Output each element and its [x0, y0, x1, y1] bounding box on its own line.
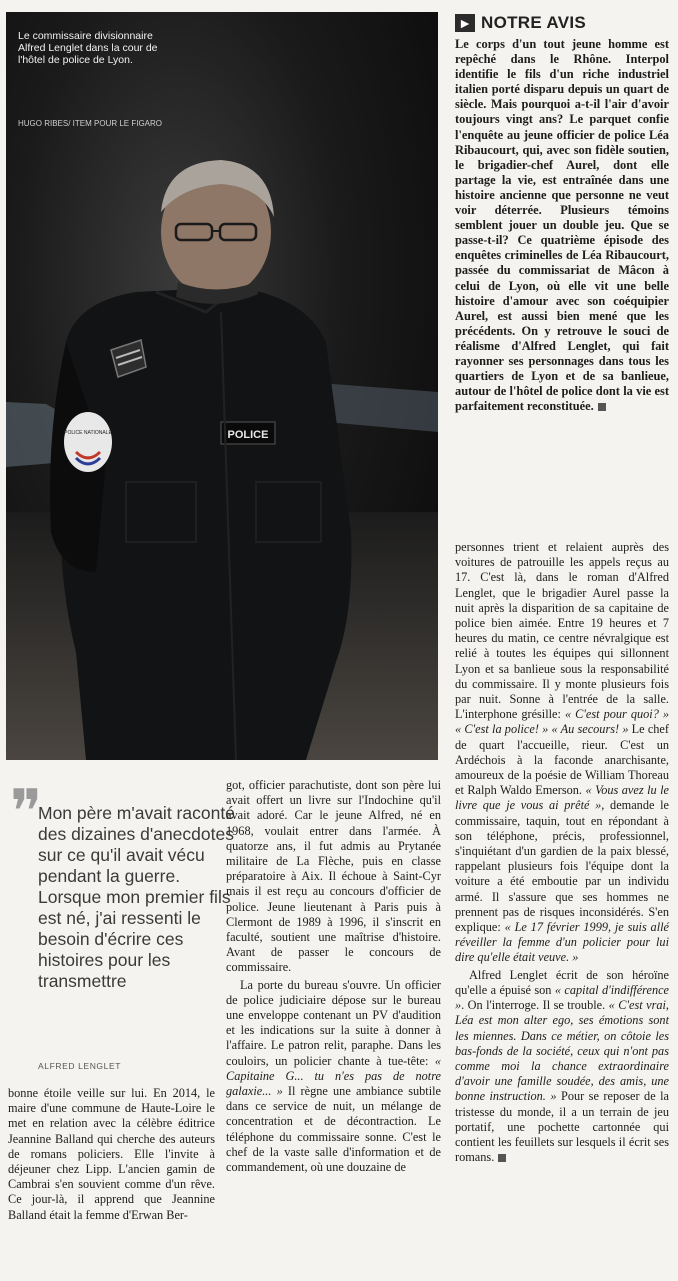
column-3-text-b: Le chef de quart l'accueille, rieur. C'est un Ardéchois à la faconde anarchisante, amoureux de la poésie de William Thoreau et Ralph Waldo Emerson. — [455, 722, 669, 798]
column-3-quote-1: « C'est pour quoi? » « C'est la police! » « Au secours! » — [455, 707, 669, 737]
column-2-paragraph-2 — [226, 978, 441, 1176]
officer-jacket — [60, 287, 351, 760]
pull-quote: Mon père m'avait raconté des dizaines d'anecdotes sur ce qu'il avait vécu pendant la guerre. Lorsque mon premier fils est né, j'ai ressenti le besoin d'écrire ces histoires pour les transmettre — [38, 803, 235, 991]
column-2-text-b: Il règne une ambiance subtile dans ce service de nuit, un mélange de concentration et de décontraction. Le téléphone du commissaire sonne. C'est le chef de la vaste salle d'information et de commandement, où une douzaine de — [226, 1084, 441, 1175]
article-column-2 — [226, 778, 441, 1175]
review-header — [455, 12, 670, 34]
review-column — [455, 37, 669, 414]
police-chest-text: POLICE — [227, 429, 269, 441]
column-3-paragraph-2 — [455, 968, 669, 1166]
police-patch-text: POLICE NATIONALE — [64, 430, 112, 436]
column-3-text-c: , demande le commissaire, taquin, tout en répondant à son téléphone, précis, professionnel, s'inquiétant d'un gardien de la paix blessé, rappelant plusieurs fois l'équipe dont la voiture a été emboutie par un individu armé. Il s'assure que ses hommes ne prennent pas de risques inconsidérés. S'en explique: — [455, 798, 669, 935]
column-3-paragraph-1 — [455, 540, 669, 966]
article-column-1 — [8, 1086, 215, 1223]
column-3-text-d: Alfred Lenglet écrit de son héroïne qu'elle a épuisé son — [455, 967, 669, 997]
column-1-paragraph: bonne étoile veille sur lui. En 2014, le maire d'une commune de Haute-Loire le met en relation avec la célèbre éditrice Jeannine Balland qui cherche des auteurs de romans policiers. Elle l'invite à déjeuner chez Lipp. L'ancien gamin de Cambrai s'en souvient comme d'un rêve. Ce jour-là, il apprend que Jeannine Balland était la femme d'Erwan Ber- — [8, 1086, 215, 1222]
review-heading: NOTRE AVIS — [481, 13, 587, 32]
review-text: Le corps d'un tout jeune homme est repêché dans le Rhône. Interpol identifie le fils d'un riche industriel italien porté disparu depuis un quart de siècle. Mais pourquoi a-t-il l'air d'avoir toujours vingt ans? Le parquet confie l'enquête au jeune officier de police Léa Ribaucourt, qui, avec son fidèle soutien, le brigadier-chef Aurel, dont elle partage la vie, est entraînée dans une histoire ancienne que personne ne veut voir déterrée. Plusieurs témoins semblent jouer un double jeu. Que se passe-t-il? Ce quatrième épisode des enquêtes criminelles de Léa Ribaucourt, passée du commissariat de Mâcon à celui de Lyon, où elle vit une belle histoire d'amour avec son coéquipier Aurel, est aussi bien mené que les précédents. On y retrouve le souci de réalisme d'Alfred Lenglet, qui fait rayonner ses personnages dans tous les quartiers de Lyon et de sa banlieue, autour de l'hôtel de police dont la vie est parfaitement reconstituée. — [455, 37, 669, 414]
column-3-quote-3: « Le 17 février 1999, je suis allé réveiller la femme d'un policier pour lui dire qu'elle était veuve. » — [455, 920, 669, 965]
article-column-3 — [455, 540, 669, 1165]
column-2-text-a: La porte du bureau s'ouvre. Un officier de police judiciaire dépose sur le bureau une enveloppe contenant un PV d'audition et les indications sur la suite à donner à l'affaire. Le patron relit, paraphe. Dans les couloirs, un policier chante à tue-tête: — [226, 977, 441, 1068]
quote-mark-icon: ❞ — [10, 779, 43, 845]
column-2-paragraph-1: got, officier parachutiste, dont son père lui avait offert un livre sur l'Indochine qu'il avait adoré. Car le jeune Alfred, né en 1968, voulait entrer dans l'armée. À quatorze ans, il fut admis au Prytanée militaire de La Flèche, puis en classe préparatoire à Aix. Il échoue à Saint-Cyr mais il est reçu au concours d'officier de police. Jeune lieutenant à Paris puis à Clermont de 1989 à 1996, il s'inscrit en faculté, soutient une maîtrise d'histoire. Avant de passer le concours de commissaire. — [226, 778, 441, 975]
column-3-quote-2: « Vous avez lu le livre que je vous ai prêté » — [455, 783, 669, 813]
column-3-text-e: . On l'interroge. Il se trouble. — [461, 998, 609, 1013]
photo-credit: HUGO RIBES/ ITEM POUR LE FIGARO — [18, 119, 163, 128]
column-2-quote: « Capitaine G... tu n'es pas de notre galaxie... » — [226, 1053, 441, 1099]
end-mark-icon — [498, 1154, 506, 1162]
officer-photo — [6, 12, 438, 760]
column-3-quote-5: « C'est vrai, Léa est mon alter ego, ses émotions sont les miennes. Dans ce métier, on côtoie les bas-fonds de la société, ceux qui n'ont pas comme moi la chance extraordinaire d'avoir une famille soudée, des amis, une bonne instruction. » — [455, 998, 669, 1104]
photo-caption: Le commissaire divisionnaire Alfred Lenglet dans la cour de l'hôtel de police de Lyon. — [18, 30, 158, 66]
column-3-text-f: Pour se reposer de la tristesse du monde, il a un terrain de jeu portatif, une pochette cartonnée qui contient les feuillets sur lesquels il écrit ses romans. — [455, 1089, 670, 1165]
pull-quote-author: ALFRED LENGLET — [38, 1061, 122, 1071]
column-3-text-a: personnes trient et relaient auprès des voitures de patrouille les appels reçus au 17. C'est là, dans le roman d'Alfred Lenglet, que le brigadier Aurel passe la nuit après la disparition de sa capitaine de police bien aimée. Entre 19 heures et 7 heures du matin, ce centre névralgique est relié à toutes les équipes qui sillonnent Lyon et sa banlieue sous la responsabilité du commissaire. Il y monte plusieurs fois par nuit. Sonne à l'entrée de la salle. L'interphone grésille: — [455, 540, 669, 722]
column-3-quote-4: « capital d'indifférence » — [455, 982, 670, 1013]
end-mark-icon — [598, 403, 606, 411]
arrow-right-icon: ► — [455, 14, 475, 32]
